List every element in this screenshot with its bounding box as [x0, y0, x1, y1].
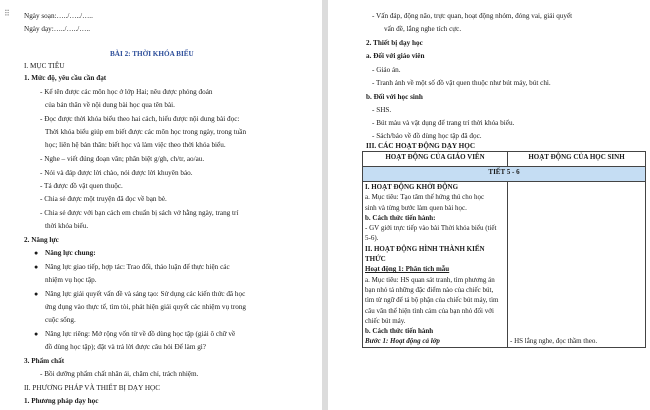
left-line: 2. Năng lực — [24, 236, 59, 244]
right-line: vấn đề, lắng nghe tích cực. — [384, 25, 462, 33]
left-line: 1. Mức độ, yêu cầu cần đạt — [24, 74, 107, 82]
right-line: - SHS. — [372, 106, 392, 114]
right-line: - Sách/báo về đồ dùng học tập đã đọc. — [372, 132, 482, 140]
bullet-icon: ● — [34, 330, 39, 338]
teacher-activity-line: bạn nhỏ tả những đặc điểm nào của chiếc bút, — [365, 285, 494, 294]
bullet-icon: ● — [34, 249, 39, 257]
teacher-activity-line: câu văn thể hiện tình cảm của bạn nhỏ đối với — [365, 306, 494, 315]
left-line: Ngày soạn:…../…../….. — [24, 12, 93, 20]
right-line: - Bút màu và vật dụng để trang trí thời khóa biểu. — [372, 119, 515, 127]
student-activity-line: - HS lắng nghe, đọc thầm theo. — [510, 337, 598, 346]
right-line: b. Đối với học sinh — [366, 93, 423, 101]
right-line: III. CÁC HOẠT ĐỘNG DẠY HỌC — [366, 142, 476, 150]
left-line: - Chia sẻ được với bạn cách em chuẩn bị sách vở hằng ngày, trang trí — [40, 209, 239, 217]
teacher-activity-line: Bước 1: Hoạt động cả lớp — [365, 337, 440, 346]
left-line: - Chia sẻ được một truyện đã đọc về bạn bè. — [40, 195, 167, 203]
left-line: Năng lực giải quyết vấn đề và sáng tạo: Sử dụng các kiến thức đã học — [45, 290, 246, 298]
left-line: Thời khóa biểu giúp em biết được các môn học trong ngày, trong tuần — [45, 128, 247, 136]
left-line: 1. Phương pháp dạy học — [24, 397, 99, 405]
right-line: a. Đối với giáo viên — [366, 52, 425, 60]
teacher-activity-line: chiếc bút máy. — [365, 316, 406, 325]
lesson-activities-table — [362, 151, 646, 348]
left-line: của bản thân về nội dung bài học qua tên bài. — [45, 101, 175, 109]
left-line: Năng lực riêng: Mở rộng vốn từ về đồ dùng học tập (giải ô chữ về — [45, 330, 236, 338]
bullet-icon: ● — [34, 290, 39, 298]
student-column-header: HOẠT ĐỘNG CỦA HỌC SINH — [508, 152, 646, 167]
left-line: - Bồi dưỡng phẩm chất nhân ái, chăm chỉ, trách nhiệm. — [40, 370, 199, 378]
left-line: Năng lực chung: — [45, 249, 96, 257]
left-line: Ngày dạy:…../…../….. — [24, 25, 91, 33]
teacher-activity-line: I. HOẠT ĐỘNG KHỞI ĐỘNG — [365, 183, 459, 191]
teacher-column-header: HOẠT ĐỘNG CỦA GIÁO VIÊN — [363, 152, 508, 167]
teacher-activity-line: a. Mục tiêu: Tạo tâm thế hứng thú cho học — [365, 193, 485, 202]
left-line: - Nói và đáp được lời chào, nói được lời khuyên bảo. — [40, 169, 193, 177]
left-line: cuộc sống. — [45, 316, 76, 324]
teacher-activity-line: b. Cách thức tiến hành — [365, 327, 434, 336]
teacher-activity-line: 5-6). — [365, 234, 379, 243]
left-line: thời khóa biểu. — [45, 222, 89, 230]
left-line: I. MỤC TIÊU — [24, 62, 65, 70]
move-handle-icon[interactable]: ⠿ — [4, 9, 10, 18]
tiet-row — [363, 167, 646, 182]
right-line: - Vấn đáp, động não, trực quan, hoạt động nhóm, đóng vai, giải quyết — [372, 12, 573, 20]
table-header-row — [363, 152, 646, 167]
teacher-activity-line: a. Mục tiêu: HS quan sát tranh, tìm phương án — [365, 275, 495, 284]
left-line: II. PHƯƠNG PHÁP VÀ THIẾT BỊ DẠY HỌC — [24, 384, 161, 392]
left-line: ứng dụng vào thực tế, tìm tòi, phát hiện giải quyết các nhiệm vụ trong — [45, 303, 247, 311]
teacher-activity-line: Hoạt động 1: Phân tích mẫu — [365, 265, 450, 274]
left-page — [0, 0, 322, 410]
right-line: 2. Thiết bị dạy học — [366, 39, 423, 47]
left-line: - Nghe – viết đúng đoạn văn; phân biệt g/gh, ch/tr, ao/au. — [40, 155, 205, 163]
left-line: - Kể tên được các môn học ở lớp Hai; nêu được phỏng đoán — [40, 88, 213, 96]
right-page — [328, 0, 650, 410]
teacher-activity-line: THỨC — [365, 255, 386, 264]
left-line: BÀI 2: THỜI KHÓA BIỂU — [110, 50, 194, 58]
left-line: Năng lực giao tiếp, hợp tác: Trao đổi, thảo luận để thực hiện các — [45, 263, 230, 271]
activity-row — [363, 182, 646, 348]
teacher-activity-line: II. HOẠT ĐỘNG HÌNH THÀNH KIẾN — [365, 244, 485, 253]
teacher-activity-line: tìm từ ngữ để tả bộ phận của chiếc bút máy, tìm — [365, 296, 499, 305]
teacher-activity-line: - GV giới trực tiếp vào bài Thời khóa biểu (tiết — [365, 224, 497, 233]
left-line: - Tả được đồ vật quen thuộc. — [40, 182, 123, 190]
left-line: nhiệm vụ học tập. — [45, 276, 97, 284]
left-line: - Đọc được thời khóa biểu theo hai cách, hiểu được nội dung bài đọc: — [40, 115, 240, 123]
student-activity-cell — [508, 182, 646, 348]
left-line: đồ dùng học tập); đặt và trả lời được câu hỏi Để làm gì? — [45, 343, 206, 351]
right-line: - Giáo án. — [372, 66, 401, 74]
right-line: - Tranh ảnh về một số đồ vật quen thuộc như bút máy, bút chì. — [372, 79, 551, 87]
bullet-icon: ● — [34, 263, 39, 271]
left-line: 3. Phẩm chất — [24, 357, 65, 365]
teacher-activity-line: sinh và từng bước làm quen bài học. — [365, 203, 467, 212]
teacher-activity-cell — [363, 182, 508, 348]
left-line: học; liên hệ bản thân: biết học và làm việc theo thời khóa biểu. — [45, 141, 226, 149]
teacher-activity-line: b. Cách thức tiến hành: — [365, 213, 436, 222]
tiet-label: TIẾT 5 - 6 — [363, 167, 646, 182]
